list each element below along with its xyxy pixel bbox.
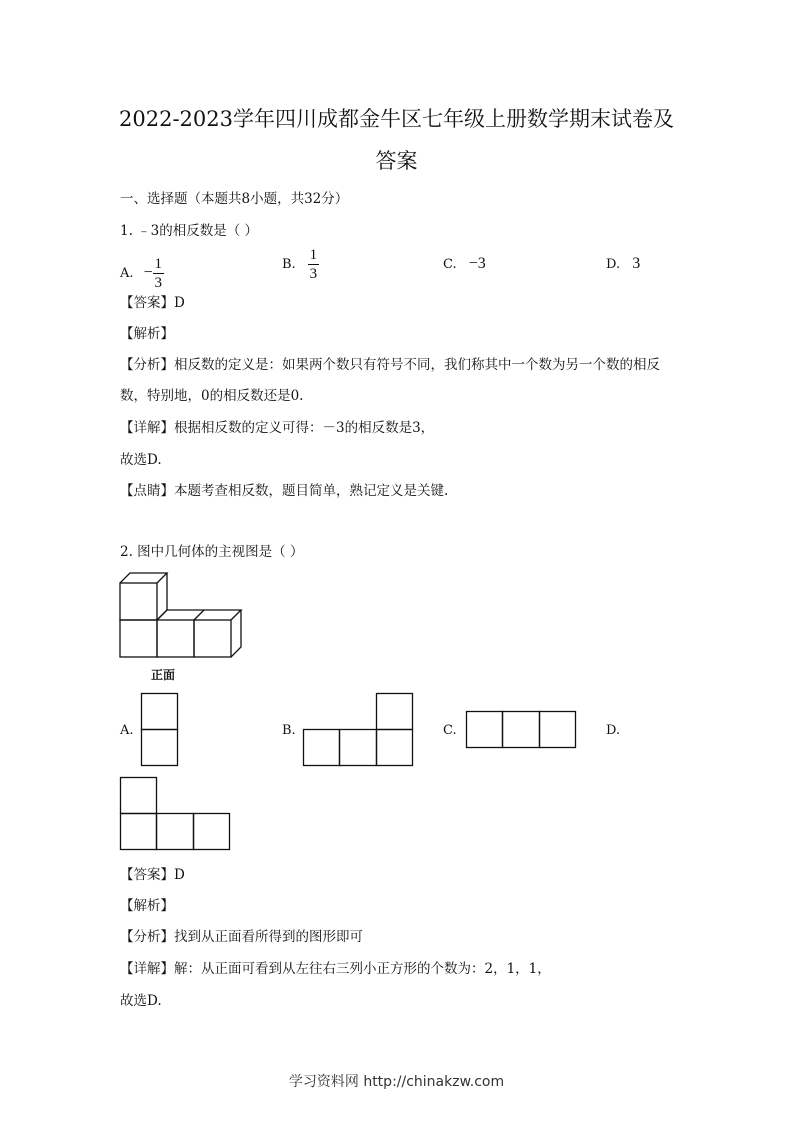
q1-option-c	[443, 255, 486, 273]
q2-option-c-figure	[465, 710, 577, 750]
q2-answer: 【答案】D	[120, 867, 185, 883]
q1-option-c-value: −3	[468, 255, 486, 272]
q1-option-d	[606, 255, 640, 273]
section-heading: 一、选择题（本题共8小题，共32分）	[120, 191, 349, 207]
q2-analysis-heading: 【解析】	[120, 898, 174, 914]
q1-analysis-line2: 数，特别地，0的相反数还是0.	[120, 388, 304, 404]
q1-option-a-sign: −	[143, 264, 153, 281]
q1-option-d-value: 3	[632, 255, 641, 272]
q2-option-d-figure	[119, 776, 231, 852]
q1-option-b-label: B.	[282, 257, 296, 272]
q2-option-b-figure	[302, 692, 414, 768]
q1-option-b	[282, 247, 319, 282]
q2-option-b-label: B.	[282, 723, 296, 738]
q2-option-c-label: C.	[443, 723, 457, 738]
q2-option-d-label: D.	[606, 723, 621, 738]
q1-choice: 故选D.	[120, 452, 162, 468]
q1-option-a-denominator: 3	[154, 275, 162, 291]
q1-option-a-fraction	[153, 256, 164, 291]
q2-choice: 故选D.	[120, 993, 162, 1009]
q2-detail: 【详解】解：从正面可看到从左往右三列小正方形的个数为：2，1，1，	[120, 961, 551, 977]
q1-detail: 【详解】根据相反数的定义可得：－3的相反数是3，	[120, 420, 435, 436]
q1-analysis-heading: 【解析】	[120, 326, 174, 342]
q1-option-b-numerator: 1	[309, 247, 318, 263]
q1-answer: 【答案】D	[120, 295, 185, 311]
page-title: 2022-2023学年四川成都金牛区七年级上册数学期末试卷及	[119, 107, 674, 131]
page-title-line2: 答案	[375, 149, 418, 173]
q1-option-a-numerator: 1	[154, 256, 162, 272]
page-footer: 学习资料网 http://chinakzw.com	[288, 1074, 505, 1090]
q1-option-a	[120, 256, 164, 291]
q1-option-d-label: D.	[606, 257, 621, 272]
q2-stem: 2. 图中几何体的主视图是（ ）	[120, 544, 304, 560]
q2-solid-figure	[110, 563, 250, 663]
q1-option-a-label: A.	[120, 266, 134, 281]
q2-option-a-label: A.	[120, 723, 134, 738]
q2-front-label: 正面	[151, 668, 176, 682]
q2-analysis: 【分析】找到从正面看所得到的图形即可	[120, 929, 363, 945]
q1-comment: 【点睛】本题考查相反数，题目简单，熟记定义是关键.	[120, 483, 449, 499]
q1-option-b-denominator: 3	[309, 266, 318, 282]
q1-stem: 1. ﹣3的相反数是（ ）	[120, 223, 259, 239]
q1-option-c-label: C.	[443, 257, 457, 272]
q2-option-a-figure	[140, 692, 180, 768]
q1-option-b-fraction	[308, 247, 319, 282]
q1-analysis-line1: 【分析】相反数的定义是：如果两个数只有符号不同，我们称其中一个数为另一个数的相反	[120, 357, 660, 373]
